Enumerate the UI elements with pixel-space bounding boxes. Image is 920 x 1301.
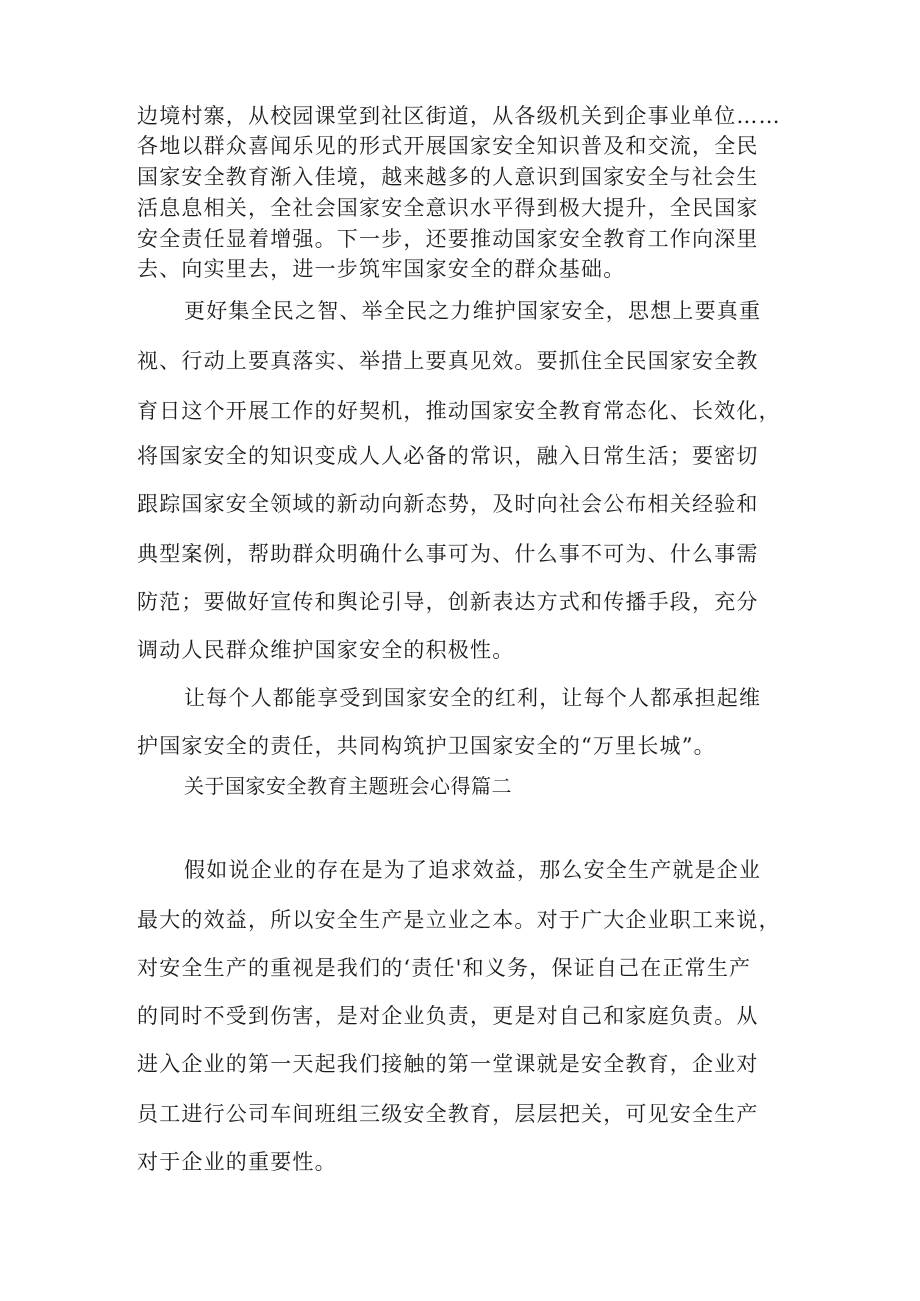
paragraph-4-line-6: 员工进行公司车间班组三级安全教育，层层把关，可见安全生产	[137, 1102, 759, 1126]
paragraph-1-line-1: 边境村寨，从校园课堂到社区街道，从各级机关到企事业单位……	[137, 104, 781, 128]
paragraph-4-line-4: 的同时不受到伤害，是对企业负责，更是对自己和家庭负责。从	[137, 1004, 759, 1028]
paragraph-1-line-5: 安全责任显着增强。下一步，还要推动国家安全教育工作向深里	[137, 227, 759, 251]
paragraph-1-line-2: 各地以群众喜闻乐见的形式开展国家安全知识普及和交流，全民	[137, 134, 759, 158]
paragraph-4-line-5: 进入企业的第一天起我们接触的第一堂课就是安全教育，企业对	[137, 1052, 759, 1076]
paragraph-2-line-7: 防范；要做好宣传和舆论引导，创新表达方式和传播手段，充分	[137, 590, 759, 614]
paragraph-2-line-2: 视、行动上要真落实、举措上要真见效。要抓住全民国家安全教	[137, 349, 759, 373]
paragraph-4-line-3: 对安全生产的重视是我们的‘责任'和义务，保证自己在正常生产	[137, 956, 752, 980]
paragraph-2-line-5: 跟踪国家安全领域的新动向新态势，及时向社会公布相关经验和	[137, 492, 759, 516]
paragraph-1-line-6: 去、向实里去，进一步筑牢国家安全的群众基础。	[137, 257, 626, 281]
paragraph-2-line-4: 将国家安全的知识变成人人必备的常识，融入日常生活；要密切	[137, 444, 759, 468]
paragraph-2-line-8: 调动人民群众维护国家安全的积极性。	[137, 638, 515, 662]
paragraph-2-line-1: 更好集全民之智、举全民之力维护国家安全，思想上要真重	[184, 299, 762, 323]
paragraph-4-line-2: 最大的效益，所以安全生产是立业之本。对于广大企业职工来说，	[137, 908, 781, 932]
section-heading: 关于国家安全教育主题班会心得篇二	[184, 774, 512, 798]
paragraph-1-line-3: 国家安全教育渐入佳境，越来越多的人意识到国家安全与社会生	[137, 165, 759, 189]
paragraph-2-line-6: 典型案例，帮助群众明确什么事可为、什么事不可为、什么事需	[137, 542, 759, 566]
paragraph-4-line-1: 假如说企业的存在是为了追求效益，那么安全生产就是企业	[184, 858, 762, 882]
paragraph-3-line-1: 让每个人都能享受到国家安全的红利，让每个人都承担起维	[184, 686, 762, 710]
paragraph-2-line-3: 育日这个开展工作的好契机，推动国家安全教育常态化、长效化，	[137, 399, 781, 423]
paragraph-4-line-7: 对于企业的重要性。	[137, 1150, 337, 1174]
paragraph-3-line-2: 护国家安全的责任，共同构筑护卫国家安全的“万里长城”。	[137, 734, 716, 758]
paragraph-1-line-4: 活息息相关，全社会国家安全意识水平得到极大提升，全民国家	[137, 196, 759, 220]
